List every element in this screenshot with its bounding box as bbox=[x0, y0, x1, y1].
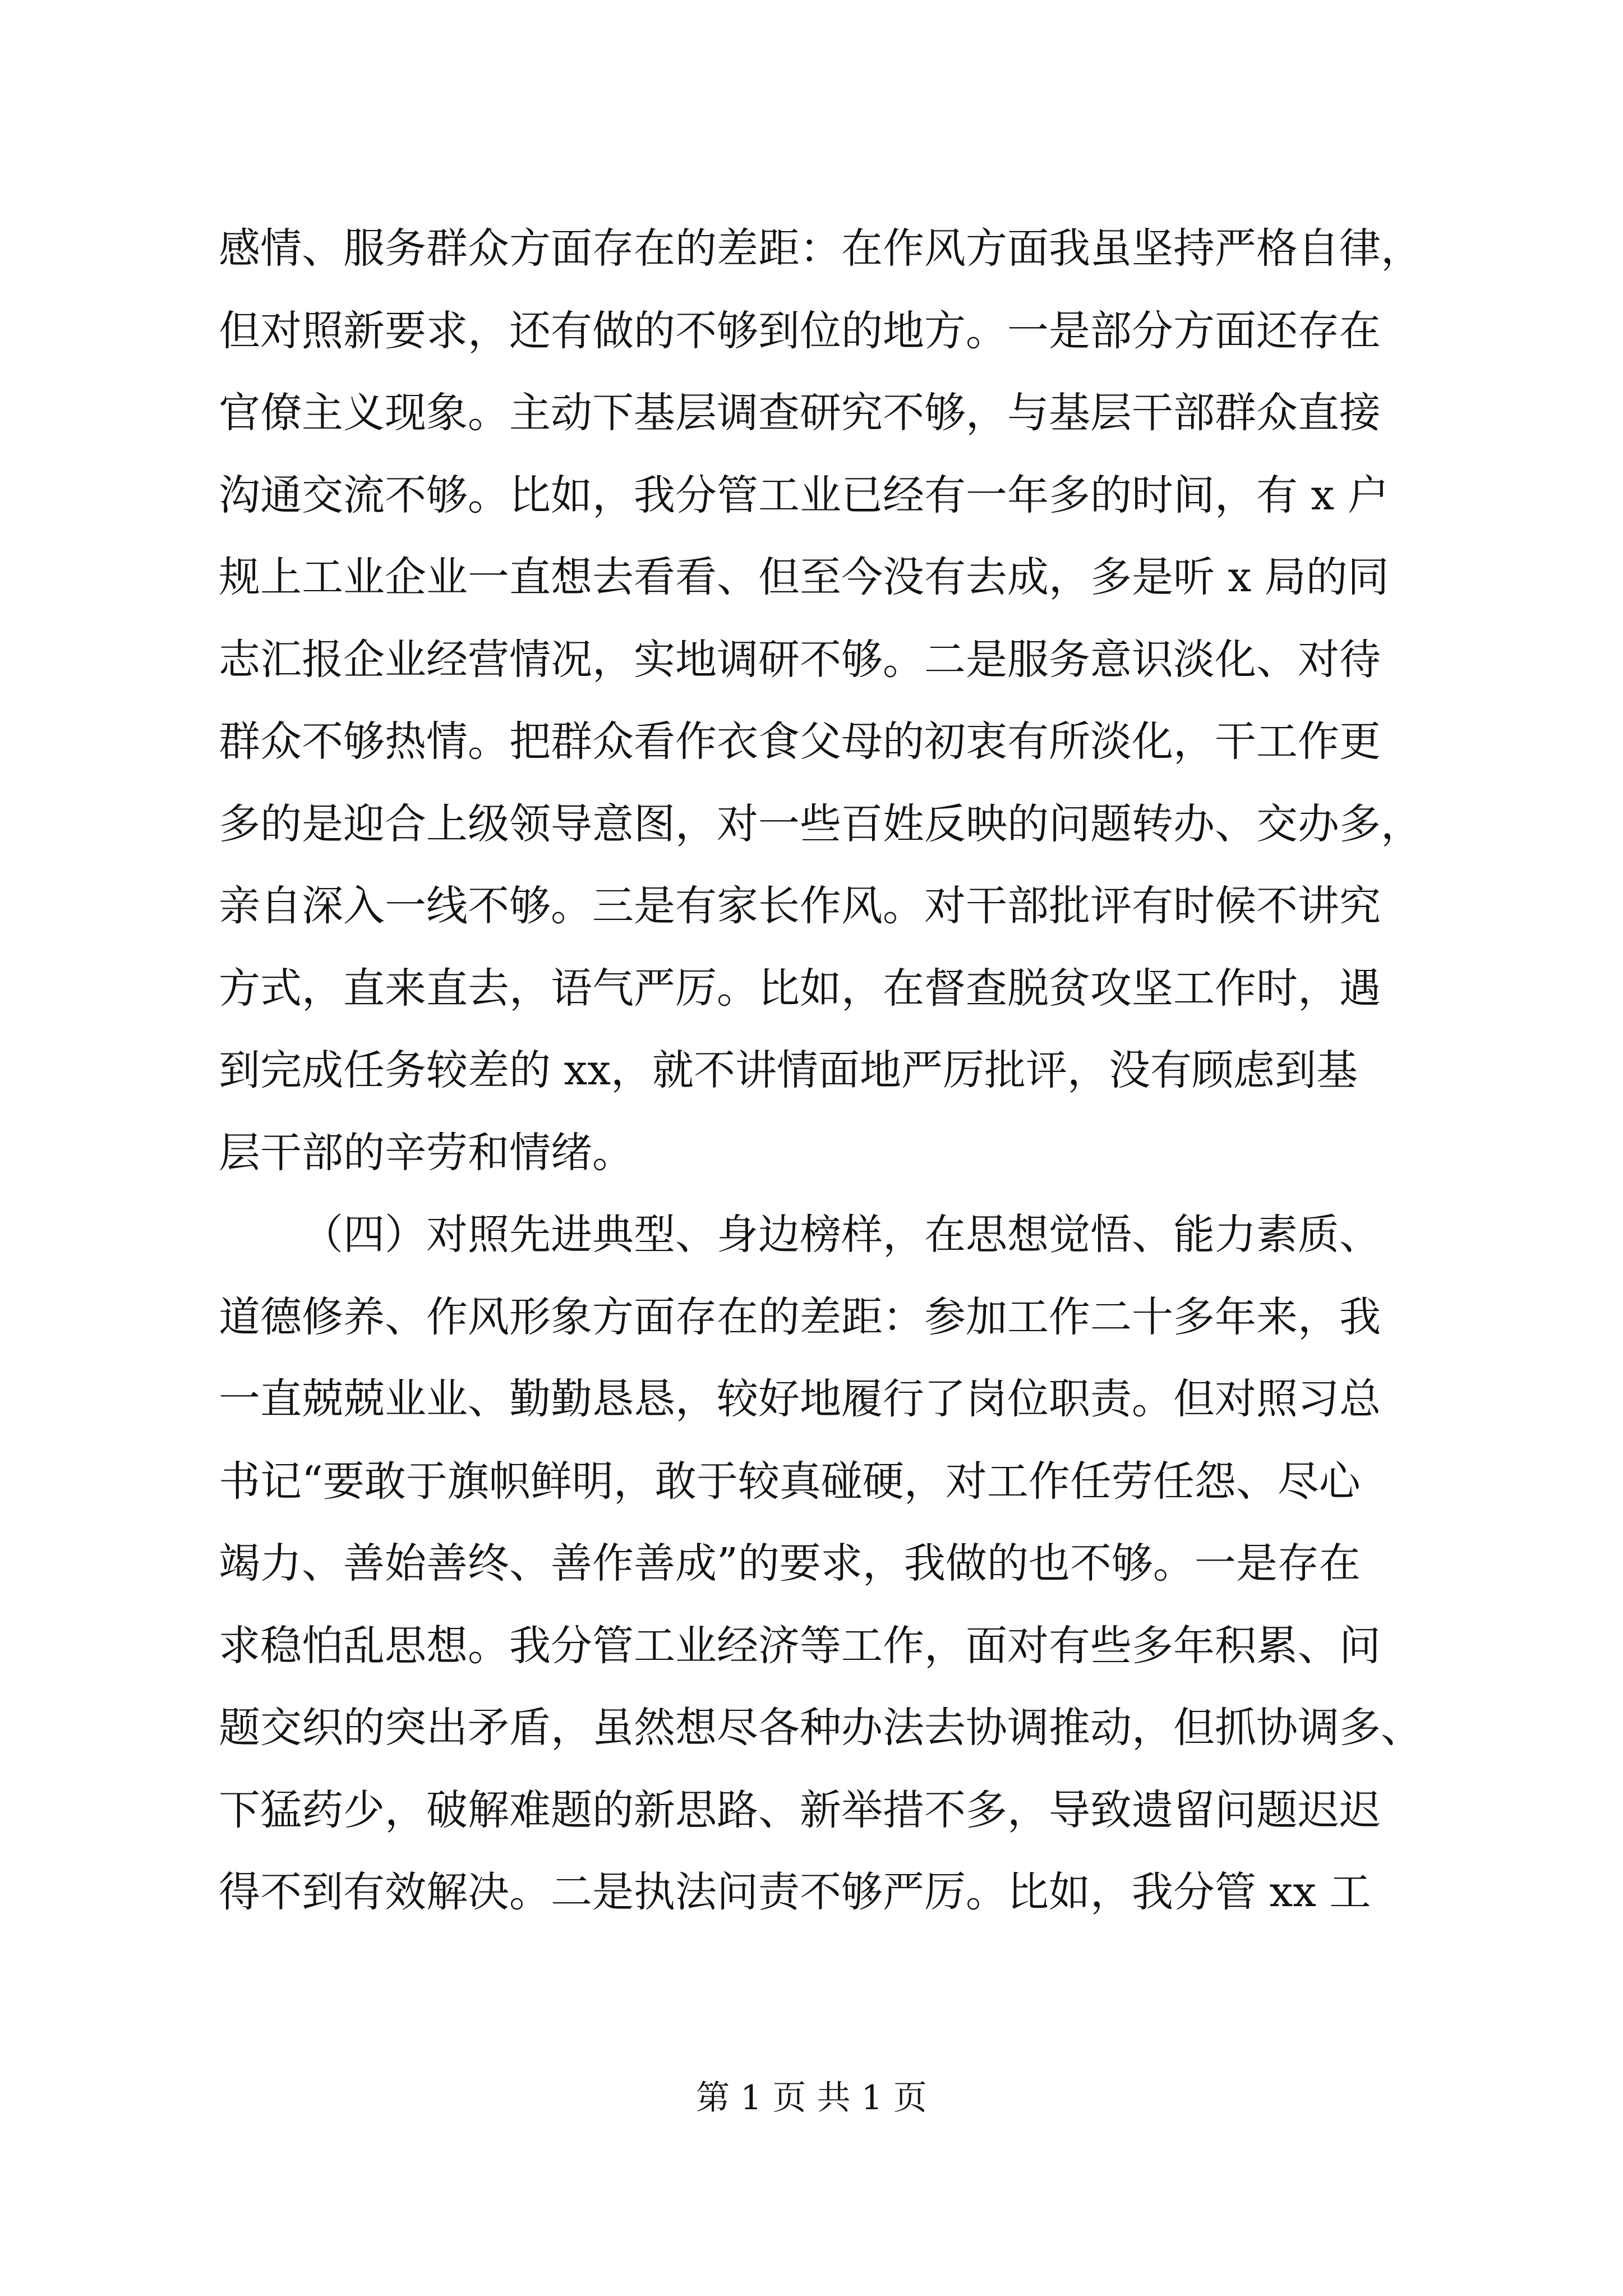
text-line: 层干部的辛劳和情绪。 bbox=[219, 1128, 634, 1177]
text-line: 感情、服务群众方面存在的差距：在作风方面我虽坚持严格自律， bbox=[219, 224, 1422, 273]
text-line-paragraph-start: （四）对照先进典型、身边榜样，在思想觉悟、能力素质、 bbox=[302, 1211, 1381, 1259]
text-line: 志汇报企业经营情况，实地调研不够。二是服务意识淡化、对待 bbox=[219, 635, 1381, 684]
text-line: 道德修养、作风形象方面存在的差距：参加工作二十多年来，我 bbox=[219, 1292, 1381, 1341]
text-line: 求稳怕乱思想。我分管工业经济等工作，面对有些多年积累、问 bbox=[219, 1621, 1381, 1670]
text-line: 但对照新要求，还有做的不够到位的地方。一是部分方面还存在 bbox=[219, 306, 1381, 355]
text-line: 得不到有效解决。二是执法问责不够严厉。比如，我分管 xx 工 bbox=[219, 1868, 1371, 1916]
text-line: 竭力、善始善终、善作善成”的要求，我做的也不够。一是存在 bbox=[219, 1539, 1361, 1588]
text-line: 亲自深入一线不够。三是有家长作风。对干部批评有时候不讲究 bbox=[219, 882, 1381, 930]
text-line: 群众不够热情。把群众看作衣食父母的初衷有所淡化，干工作更 bbox=[219, 717, 1381, 766]
document-body bbox=[219, 208, 1424, 1934]
text-line: 官僚主义现象。主动下基层调查研究不够，与基层干部群众直接 bbox=[219, 389, 1381, 437]
text-line: 多的是迎合上级领导意图，对一些百姓反映的问题转办、交办多， bbox=[219, 799, 1422, 848]
page-footer: 第 1 页 共 1 页 bbox=[696, 2078, 927, 2118]
text-line: 沟通交流不够。比如，我分管工业已经有一年多的时间，有 x 户 bbox=[219, 471, 1389, 519]
text-line: 方式，直来直去，语气严厉。比如，在督查脱贫攻坚工作时，遇 bbox=[219, 964, 1381, 1013]
text-line: 规上工业企业一直想去看看、但至今没有去成，多是听 x 局的同 bbox=[219, 553, 1389, 601]
text-line: 下猛药少，破解难题的新思路、新举措不多，导致遗留问题迟迟 bbox=[219, 1786, 1381, 1834]
text-line: 书记“要敢于旗帜鲜明，敢于较真碰硬，对工作任劳任怨、尽心 bbox=[219, 1457, 1361, 1506]
text-line: 一直兢兢业业、勤勤恳恳，较好地履行了岗位职责。但对照习总 bbox=[219, 1375, 1381, 1423]
text-line: 到完成任务较差的 xx，就不讲情面地严厉批评，没有顾虑到基 bbox=[219, 1046, 1358, 1094]
text-line: 题交织的突出矛盾，虽然想尽各种办法去协调推动，但抓协调多、 bbox=[219, 1704, 1422, 1752]
